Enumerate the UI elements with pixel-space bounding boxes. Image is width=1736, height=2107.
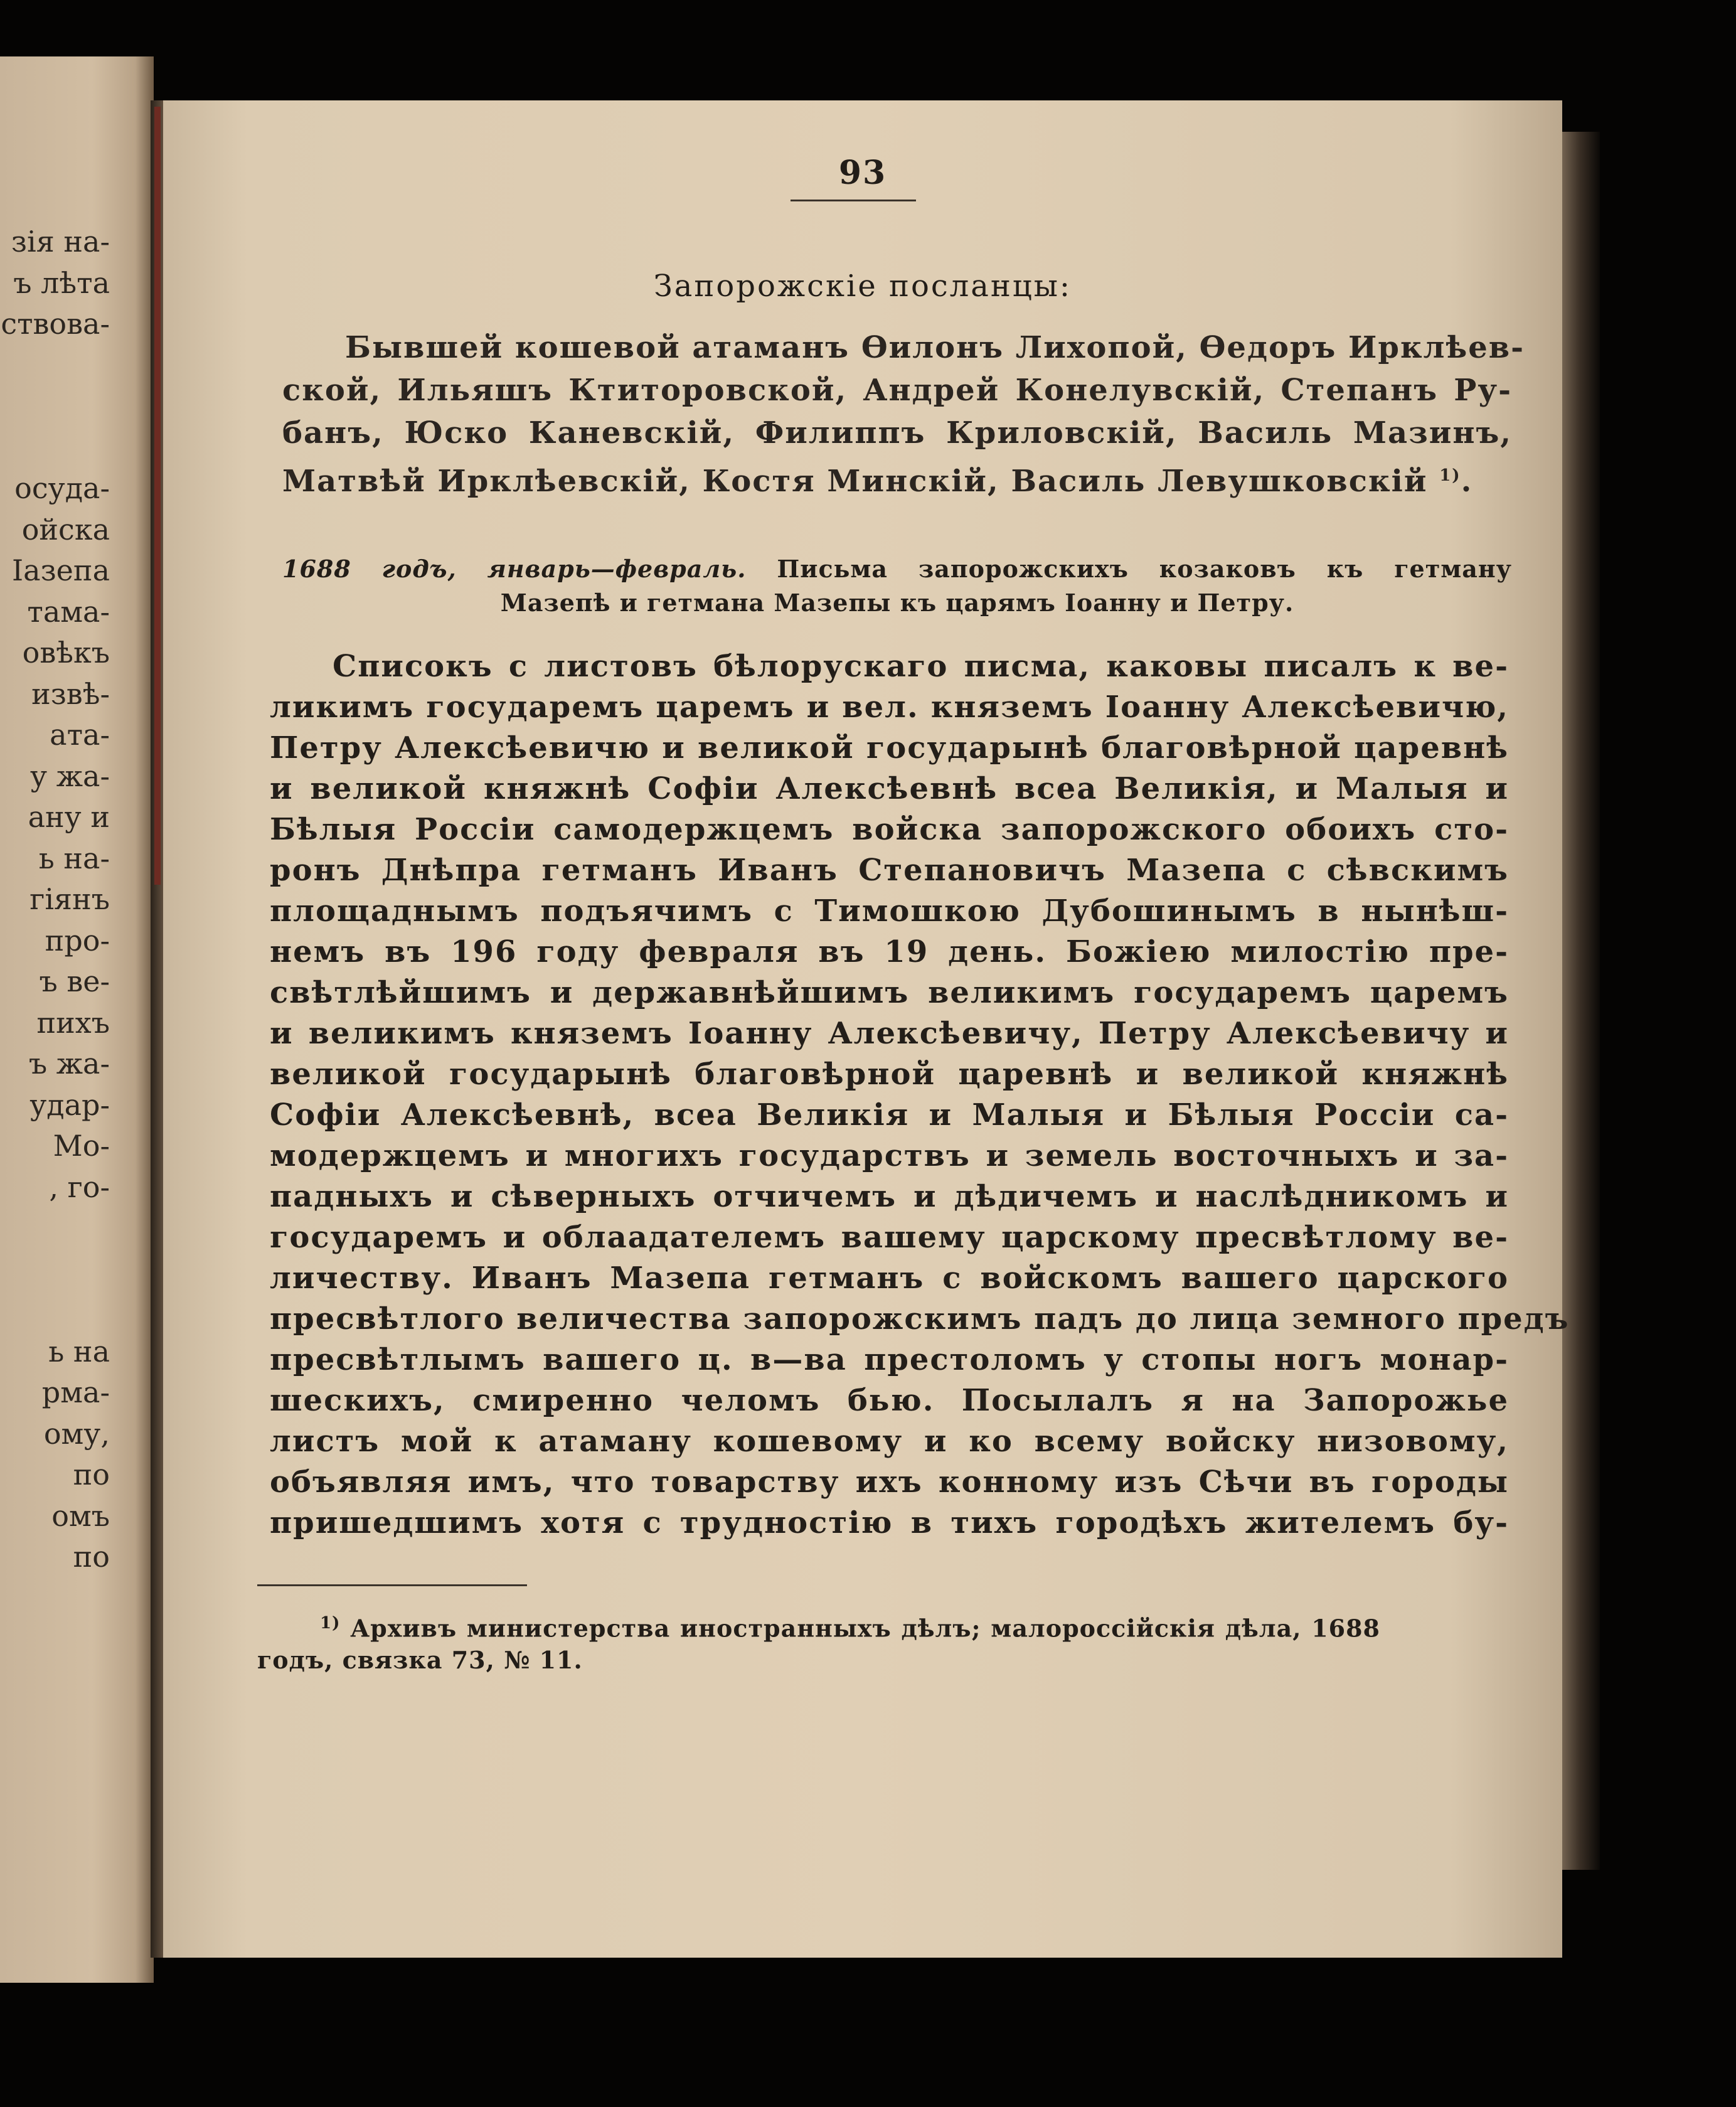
body-line: листъ мой к атаману кошевому и ко всему войску низовому, xyxy=(270,1424,1509,1459)
left-page-line: гіянъ xyxy=(29,882,110,916)
body-line: Петру Алексѣевичю и великой государынѣ благовѣрной царевнѣ xyxy=(270,730,1509,765)
body-line: модержцемъ и многихъ государствъ и земель восточныхъ и за- xyxy=(270,1138,1509,1173)
left-page-line: ану и xyxy=(28,800,110,834)
left-page-line: пихъ xyxy=(36,1005,110,1040)
body-line: площаднымъ подъячимъ с Тимошкою Дубошинымъ в нынѣш- xyxy=(270,893,1509,929)
left-page-line: ъ ве- xyxy=(39,964,110,998)
left-page-line: извѣ- xyxy=(31,676,110,711)
envoys-line: банъ, Юско Каневскій, Филиппъ Криловскій, Василь Мазинъ, xyxy=(282,415,1512,451)
left-page-line: по xyxy=(73,1540,110,1574)
left-page-line: ому, xyxy=(43,1416,110,1451)
body-line: личеству. Иванъ Мазепа гетманъ с войскомъ вашего царского xyxy=(270,1261,1509,1296)
body-text xyxy=(270,646,1570,1544)
section-heading: Запорожскіе посланцы: xyxy=(653,269,1072,304)
left-page-line: омъ xyxy=(51,1498,110,1533)
footnote xyxy=(257,1608,1380,1676)
page-number-rule xyxy=(791,200,916,201)
page-number: 93 xyxy=(838,154,887,192)
document-date: 1688 годъ, январь—февраль. xyxy=(282,555,747,583)
envoys-end: . xyxy=(1461,464,1473,499)
left-page xyxy=(0,56,154,1983)
envoys-paragraph xyxy=(282,326,1525,503)
document-title-line: Мазепѣ и гетмана Мазепы къ царямъ Іоанну и Петру. xyxy=(500,589,1294,617)
left-page-line: удар- xyxy=(29,1087,110,1122)
footnote-reference: 1) xyxy=(1439,466,1461,485)
left-page-line: ъ жа- xyxy=(28,1047,110,1080)
envoys-line: ской, Ильяшъ Ктиторовской, Андрей Конелувскій, Степанъ Ру- xyxy=(282,373,1512,408)
document-title-line: Письма запорожскихъ козаковъ къ гетману xyxy=(777,555,1513,583)
left-page-line: овѣкъ xyxy=(22,636,110,669)
left-page-line: ъ лѣта xyxy=(13,265,110,300)
body-line: и великой княжнѣ Софіи Алексѣевнѣ всеа Великія, и Малыя и xyxy=(270,771,1509,806)
left-page-line: зія на- xyxy=(11,225,110,259)
envoys-line: Бывшей кошевой атаманъ Ѳилонъ Лихопой, Ѳедоръ Ирклѣев- xyxy=(345,330,1525,365)
left-page-line: тама- xyxy=(27,594,110,629)
body-line: Бѣлыя Россіи самодержцемъ войска запорожского обоихъ сто- xyxy=(270,812,1509,847)
footnote-rule xyxy=(257,1584,527,1586)
body-line: Списокъ с листовъ бѣлорускаго писма, каковы писалъ к ве- xyxy=(333,649,1509,684)
left-page-line: ствова- xyxy=(1,307,110,341)
footnote-line: годъ, связка 73, № 11. xyxy=(257,1645,583,1674)
right-page xyxy=(163,100,1570,1958)
body-line: немъ въ 196 году февраля въ 19 день. Божіею милостію пре- xyxy=(270,934,1509,969)
envoys-line-last xyxy=(282,454,1512,503)
left-page-line: , го- xyxy=(49,1170,110,1204)
body-line: пришедшимъ хотя с трудностію в тихъ городѣхъ жителемъ бу- xyxy=(270,1505,1509,1540)
body-line: ликимъ государемъ царемъ и вел. княземъ Іоанну Алексѣевичю, xyxy=(270,690,1509,725)
left-page-line: рма- xyxy=(41,1375,110,1409)
body-line: шескихъ, смиренно челомъ бью. Посылалъ я на Запорожье xyxy=(270,1383,1509,1418)
body-line: пресвѣтлымъ вашего ц. в—ва престоломъ у стопы ногъ монар- xyxy=(270,1342,1509,1377)
body-line: государемъ и облаадателемъ вашему царскому пресвѣтлому ве- xyxy=(270,1220,1509,1255)
envoys-line: Матвѣй Ирклѣевскій, Костя Минскій, Василь Левушковскій xyxy=(282,464,1428,499)
body-line: объявляя имъ, что товарству ихъ конному изъ Сѣчи въ городы xyxy=(270,1464,1509,1500)
footnote-line: Архивъ министерства иностранныхъ дѣлъ; малороссійскія дѣла, 1688 xyxy=(350,1614,1380,1643)
left-page-line: про- xyxy=(45,923,110,957)
body-line: пресвѣтлого величества запорожскимъ падъ до лица земного предъ xyxy=(270,1301,1570,1336)
left-page-line: ата- xyxy=(50,718,110,752)
body-line: Софіи Алексѣевнѣ, всеа Великія и Малыя и Бѣлыя Россіи са- xyxy=(270,1097,1509,1133)
left-page-line: Іазепа xyxy=(12,553,110,587)
left-page-line: ь на- xyxy=(38,841,110,875)
left-page-line: по xyxy=(73,1458,110,1491)
body-line: великой государынѣ благовѣрной царевнѣ и великой княжнѣ xyxy=(270,1057,1509,1092)
body-line: свѣтлѣйшимъ и державнѣйшимъ великимъ государемъ царемъ xyxy=(270,975,1509,1010)
left-page-line: осуда- xyxy=(14,471,110,505)
footnote-marker: 1) xyxy=(320,1614,341,1633)
body-line: ронъ Днѣпра гетманъ Иванъ Степановичъ Мазепа с сѣвскимъ xyxy=(270,853,1509,888)
left-page-line: ь на xyxy=(48,1334,110,1368)
left-page-line: Мо- xyxy=(53,1129,110,1163)
left-page-line: у жа- xyxy=(30,759,110,793)
body-line: падныхъ и сѣверныхъ отчичемъ и дѣдичемъ и наслѣдникомъ и xyxy=(270,1179,1509,1214)
body-line: и великимъ княземъ Іоанну Алексѣевичу, Петру Алексѣевичу и xyxy=(270,1016,1509,1051)
spine-binding-strip xyxy=(154,107,161,885)
left-page-line: ойска xyxy=(21,512,110,547)
document-title xyxy=(282,552,1512,620)
